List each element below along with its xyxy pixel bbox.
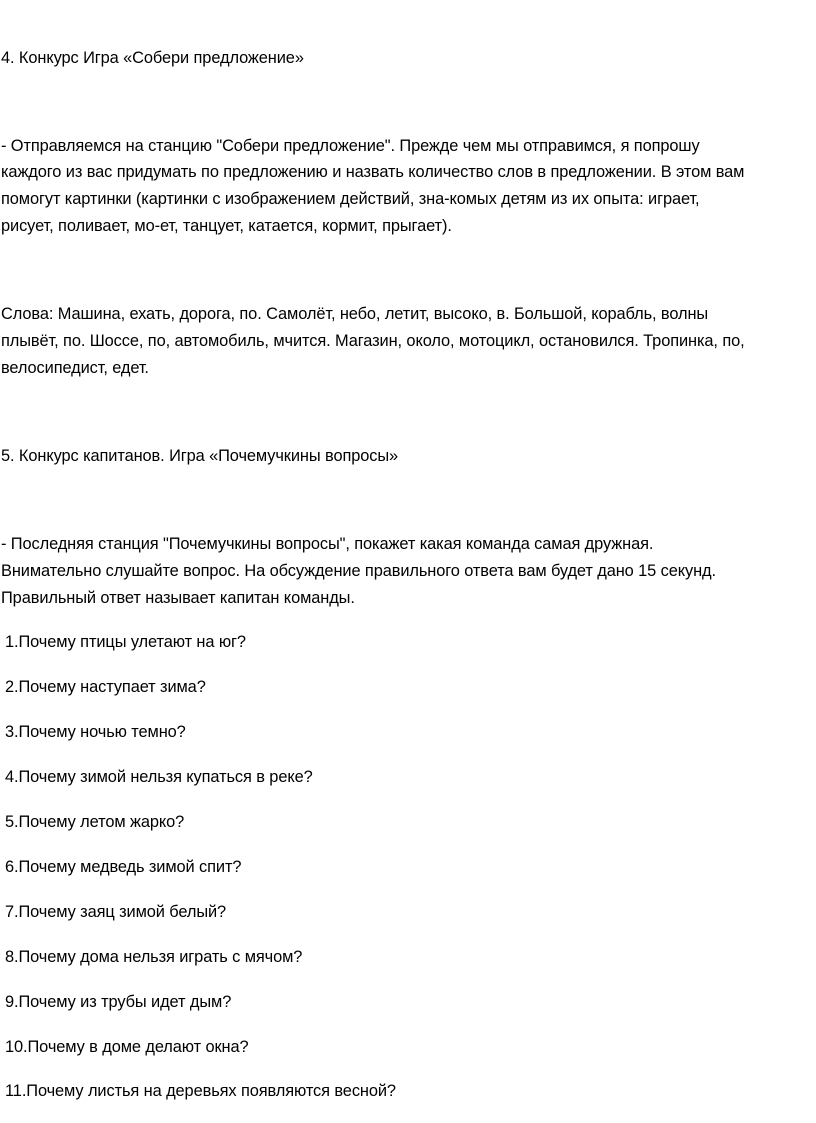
section-4-words-line: Слова: Машина, ехать, дорога, по. Самолёт, небо, летит, высоко, в. Большой, корабль, волны (1, 305, 709, 323)
question-item: 4.Почему зимой нельзя купаться в реке? (5, 768, 313, 786)
section-4-intro-line: каждого из вас придумать по предложению и назвать количество слов в предложении. В этом вам (1, 163, 745, 181)
section-5-intro-line: Правильный ответ называет капитан команды. (1, 589, 355, 607)
question-item: 2.Почему наступает зима? (5, 678, 206, 696)
section-4-intro-line: рисует, поливает, мо-ет, танцует, катается, кормит, прыгает). (1, 217, 452, 235)
question-item: 1.Почему птицы улетают на юг? (5, 633, 246, 651)
section-5-heading: 5. Конкурс капитанов. Игра «Почемучкины вопросы» (1, 447, 399, 465)
question-item: 7.Почему заяц зимой белый? (5, 903, 227, 921)
question-item: 8.Почему дома нельзя играть с мячом? (5, 948, 303, 966)
question-item: 3.Почему ночью темно? (5, 723, 186, 741)
question-item: 5.Почему летом жарко? (5, 813, 185, 831)
section-4-intro-line: - Отправляемся на станцию "Собери предложение". Прежде чем мы отправимся, я попрошу (1, 137, 700, 155)
question-item: 10.Почему в доме делают окна? (5, 1038, 249, 1056)
section-5-intro-line: Внимательно слушайте вопрос. На обсуждение правильного ответа вам будет дано 15 секунд. (1, 562, 716, 580)
section-5-intro-line: - Последняя станция "Почемучкины вопросы", покажет какая команда самая дружная. (1, 535, 654, 553)
section-4-intro-line: помогут картинки (картинки с изображением действий, зна-комых детям из их опыта: играет, (1, 190, 700, 208)
question-item: 9.Почему из трубы идет дым? (5, 993, 232, 1011)
section-4-heading: 4. Конкурс Игра «Собери предложение» (1, 49, 304, 67)
section-4-words-line: плывёт, по. Шоссе, по, автомобиль, мчится. Магазин, около, мотоцикл, остановился. Тропинка, по, (1, 332, 745, 350)
question-item: 11.Почему листья на деревьях появляются весной? (5, 1082, 396, 1100)
section-4-words-line: велосипедист, едет. (1, 359, 149, 377)
question-item: 6.Почему медведь зимой спит? (5, 858, 242, 876)
